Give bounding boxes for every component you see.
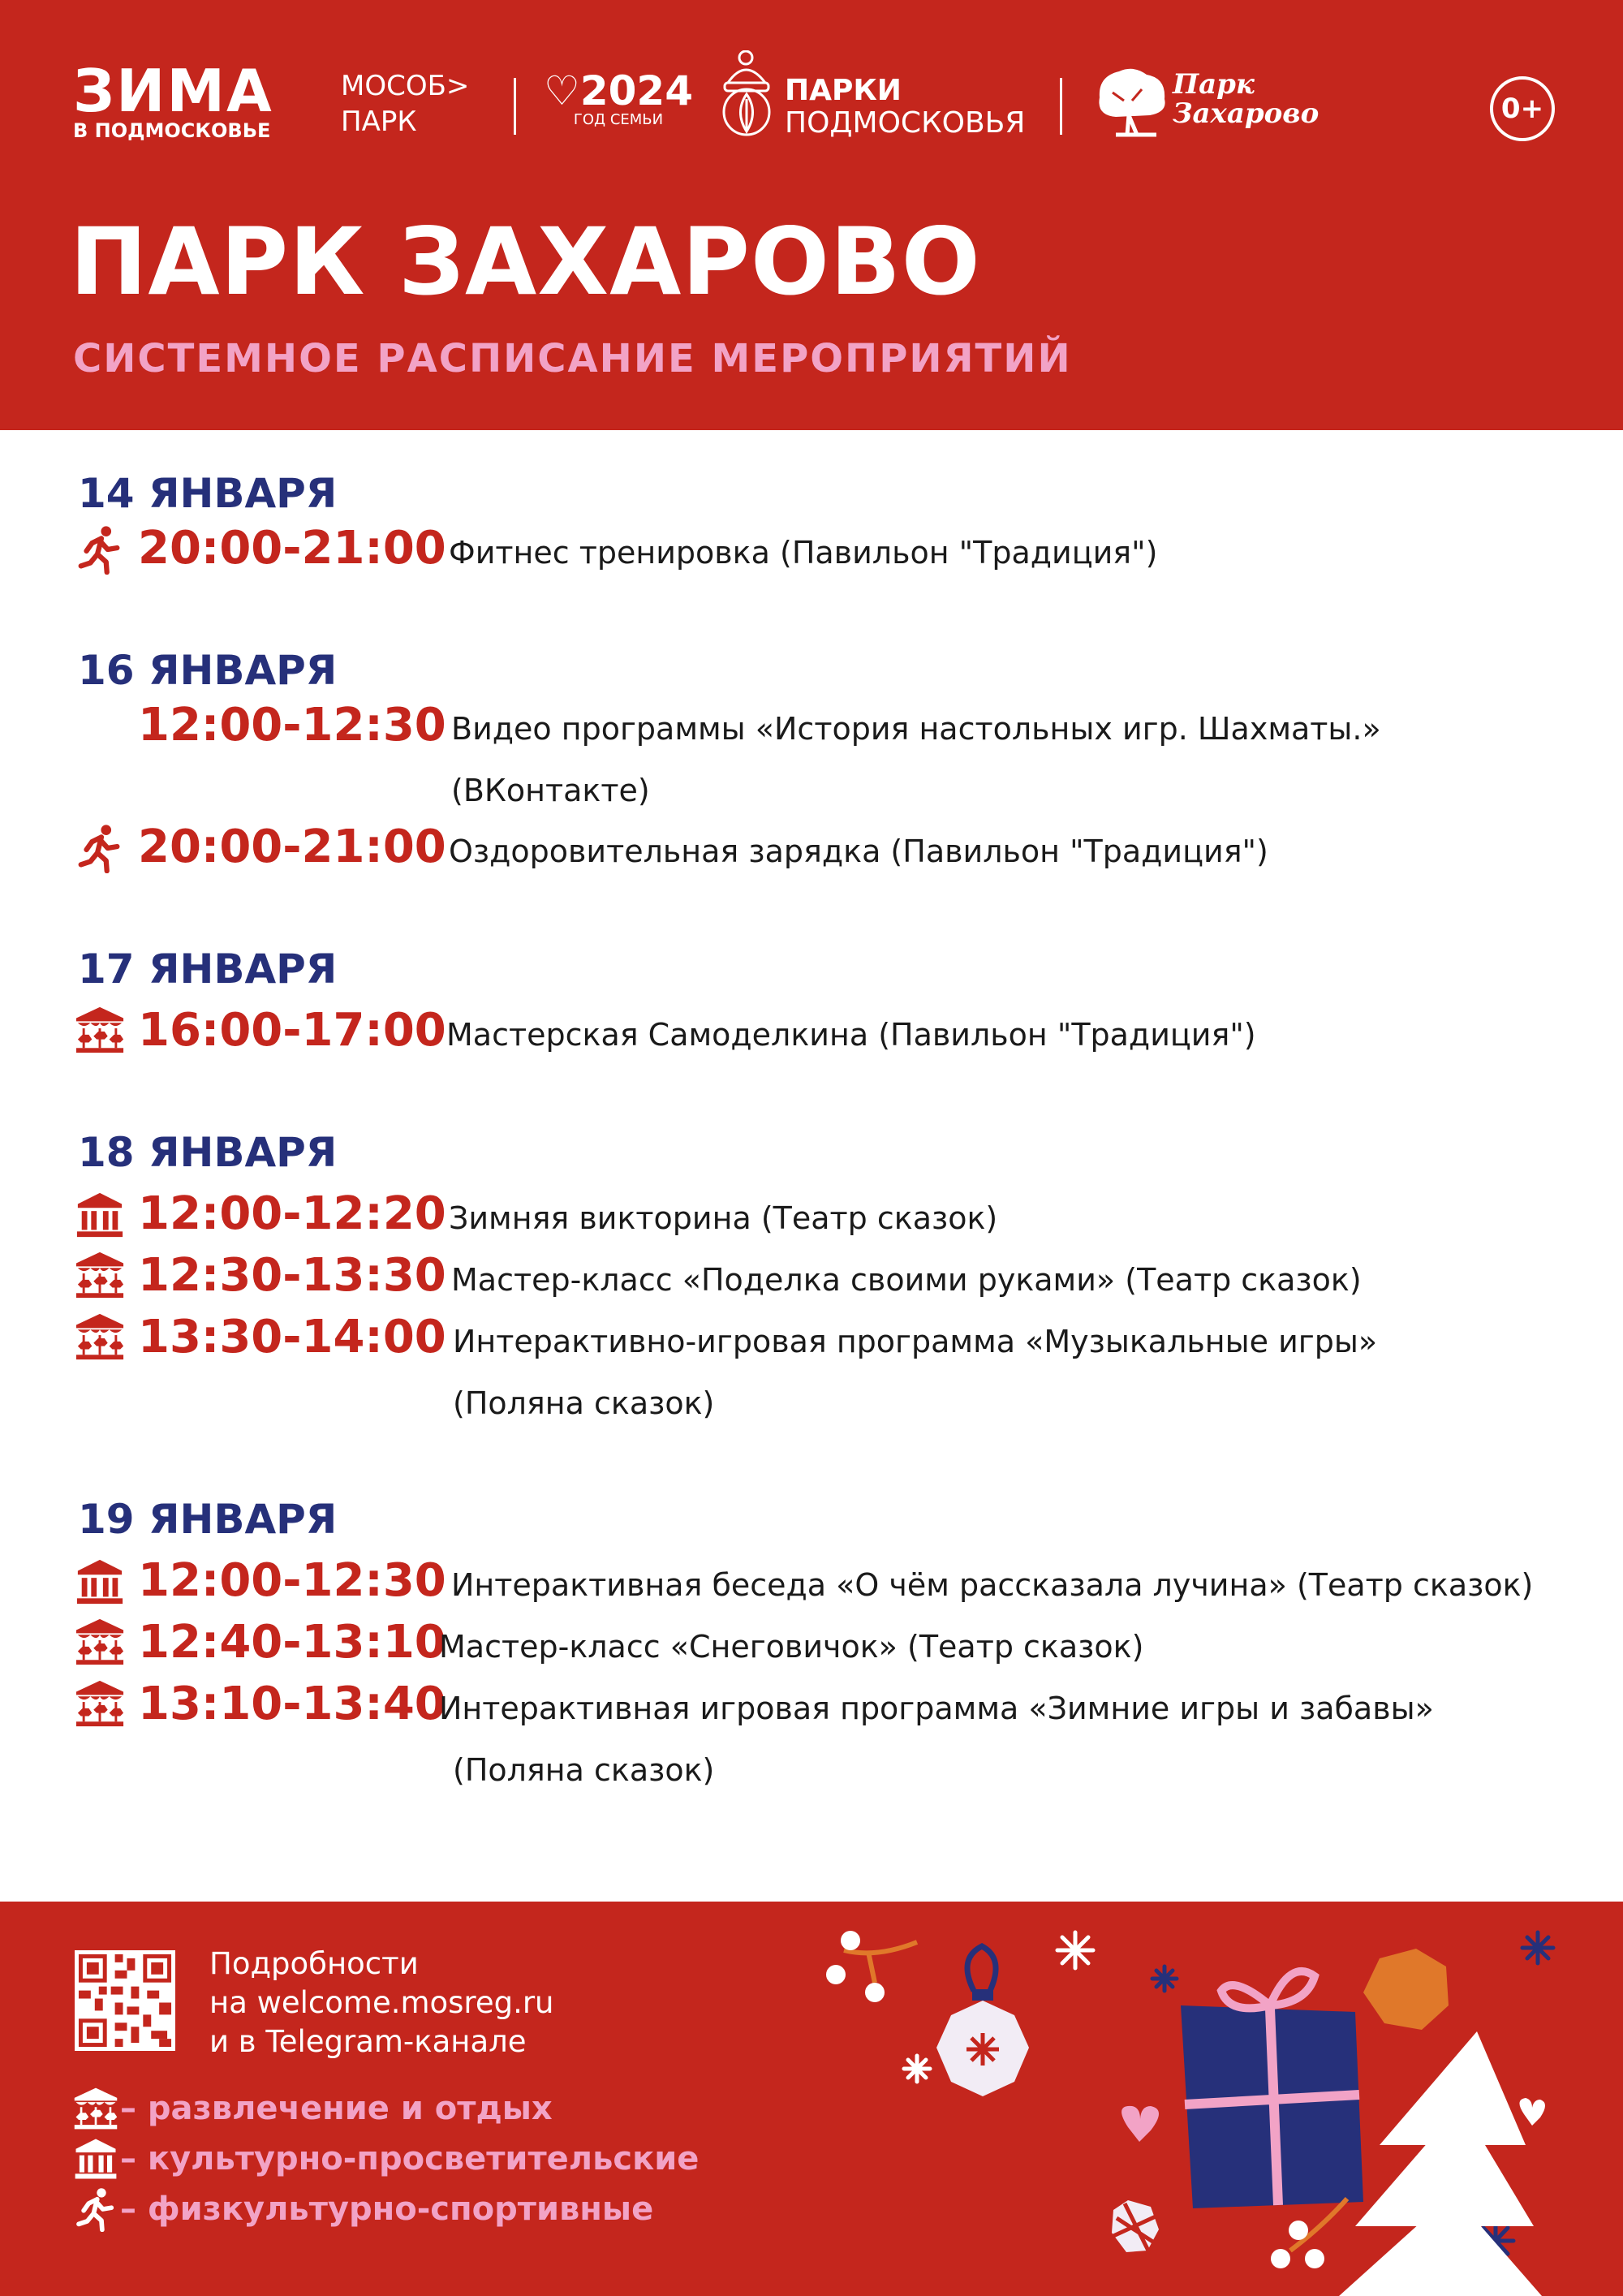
carousel-icon [75, 1250, 125, 1300]
zakharovo-logo-line2: Захарово [1173, 97, 1319, 130]
mosobpark-logo[interactable] [341, 68, 469, 140]
event-description: Интерактивная игровая программа «Зимние игры и забавы» [439, 1691, 1434, 1726]
event-description: Мастер-класс «Поделка своими руками» (Театр сказок) [451, 1262, 1362, 1298]
museum-icon [73, 2136, 118, 2182]
heart-icon: ♡ [544, 67, 580, 114]
carousel-icon [75, 1312, 125, 1362]
info-text [209, 1945, 554, 2061]
ornament-icon [1112, 2200, 1159, 2252]
event-description: Оздоровительная зарядка (Павильон "Традиция") [449, 834, 1268, 869]
museum-icon [75, 1190, 125, 1240]
schedule-date: 17 ЯНВАРЯ [78, 946, 338, 993]
info-link-line[interactable]: на welcome.mosreg.ru [209, 1985, 554, 2020]
event-time: 12:40-13:10 [138, 1616, 446, 1669]
qr-code[interactable] [75, 1950, 175, 2051]
info-line: Подробности [209, 1946, 419, 1981]
running-person-icon [75, 823, 125, 873]
leaf-hat-icon [718, 50, 780, 140]
year-text: 2024 [579, 67, 693, 114]
event-description: Мастер-класс «Снеговичок» (Театр сказок) [439, 1629, 1144, 1665]
event-description: Мастерская Самоделкина (Павильон "Традиция") [446, 1017, 1256, 1053]
info-line: и в Telegram-канале [209, 2024, 527, 2059]
event-time: 12:00-12:20 [138, 1187, 446, 1240]
winter-decoration [812, 1902, 1623, 2296]
event-description: Интерактивно-игровая программа «Музыкальные игры» [453, 1324, 1378, 1359]
event-time: 12:00-12:30 [138, 699, 446, 752]
page-subtitle: СИСТЕМНОЕ РАСПИСАНИЕ МЕРОПРИЯТИЙ [73, 336, 1072, 381]
legend-label: – культурно-просветительские [120, 2140, 700, 2178]
event-description: Фитнес тренировка (Павильон "Традиция") [449, 535, 1158, 571]
berries-icon [826, 1931, 917, 2002]
schedule-date: 14 ЯНВАРЯ [78, 470, 338, 517]
logo-divider [514, 78, 516, 135]
ornament-icon [936, 1946, 1029, 2096]
orange-icon [1363, 1937, 1449, 2030]
museum-icon [75, 1557, 125, 1607]
schedule-date: 16 ЯНВАРЯ [78, 647, 338, 694]
zima-logo[interactable] [73, 57, 273, 143]
legend-label: – развлечение и отдых [120, 2090, 553, 2127]
schedule-date: 19 ЯНВАРЯ [78, 1496, 338, 1543]
legend-label: – физкультурно-спортивные [120, 2190, 654, 2228]
gift-icon [1181, 1971, 1363, 2208]
zima-logo-text: ЗИМА [73, 57, 273, 125]
event-time: 12:00-12:30 [138, 1554, 446, 1607]
event-description: Зимняя викторина (Театр сказок) [449, 1200, 998, 1236]
event-description: Видео программы «История настольных игр. Шахматы.» [451, 711, 1381, 747]
event-description-continued: (ВКонтакте) [451, 773, 650, 808]
event-time: 20:00-21:00 [138, 821, 446, 873]
page-title: ПАРК ЗАХАРОВО [70, 208, 981, 316]
running-person-icon [75, 524, 125, 575]
parks-logo-line2: ПОДМОСКОВЬЯ [785, 106, 1026, 140]
year-caption: ГОД СЕМЬИ [573, 111, 664, 128]
carousel-icon [75, 1617, 125, 1667]
zima-logo-subtext: В ПОДМОСКОВЬЕ [73, 119, 271, 142]
event-description: Интерактивная беседа «О чём рассказала лучина» (Театр сказок) [451, 1567, 1534, 1603]
heart-icon [1519, 2098, 1545, 2126]
running-person-icon [73, 2186, 118, 2232]
parks-logo-line1: ПАРКИ [785, 74, 902, 107]
carousel-icon [73, 2086, 118, 2131]
heart-icon [1121, 2106, 1159, 2142]
event-time: 12:30-13:30 [138, 1249, 446, 1302]
event-description-continued: (Поляна сказок) [453, 1385, 715, 1421]
event-time: 16:00-17:00 [138, 1004, 446, 1057]
carousel-icon [75, 1678, 125, 1729]
carousel-icon [75, 1005, 125, 1055]
year-of-family-logo[interactable] [544, 67, 693, 128]
schedule-date: 18 ЯНВАРЯ [78, 1129, 338, 1176]
zakharovo-logo-line1: Парк [1173, 68, 1255, 101]
event-time: 13:10-13:40 [138, 1678, 446, 1730]
age-rating-badge: 0+ [1490, 76, 1555, 141]
mosobpark-logo-line1: МОСОБ> [341, 70, 470, 102]
header-banner [0, 0, 1623, 430]
event-time: 13:30-14:00 [138, 1311, 446, 1363]
event-description-continued: (Поляна сказок) [453, 1752, 715, 1788]
christmas-tree-icon [1339, 2031, 1542, 2296]
mosobpark-logo-line2: ПАРК [341, 106, 417, 138]
logo-divider [1060, 78, 1062, 135]
berries-icon [1271, 2199, 1347, 2268]
event-time: 20:00-21:00 [138, 522, 446, 575]
tree-icon [1091, 65, 1171, 143]
